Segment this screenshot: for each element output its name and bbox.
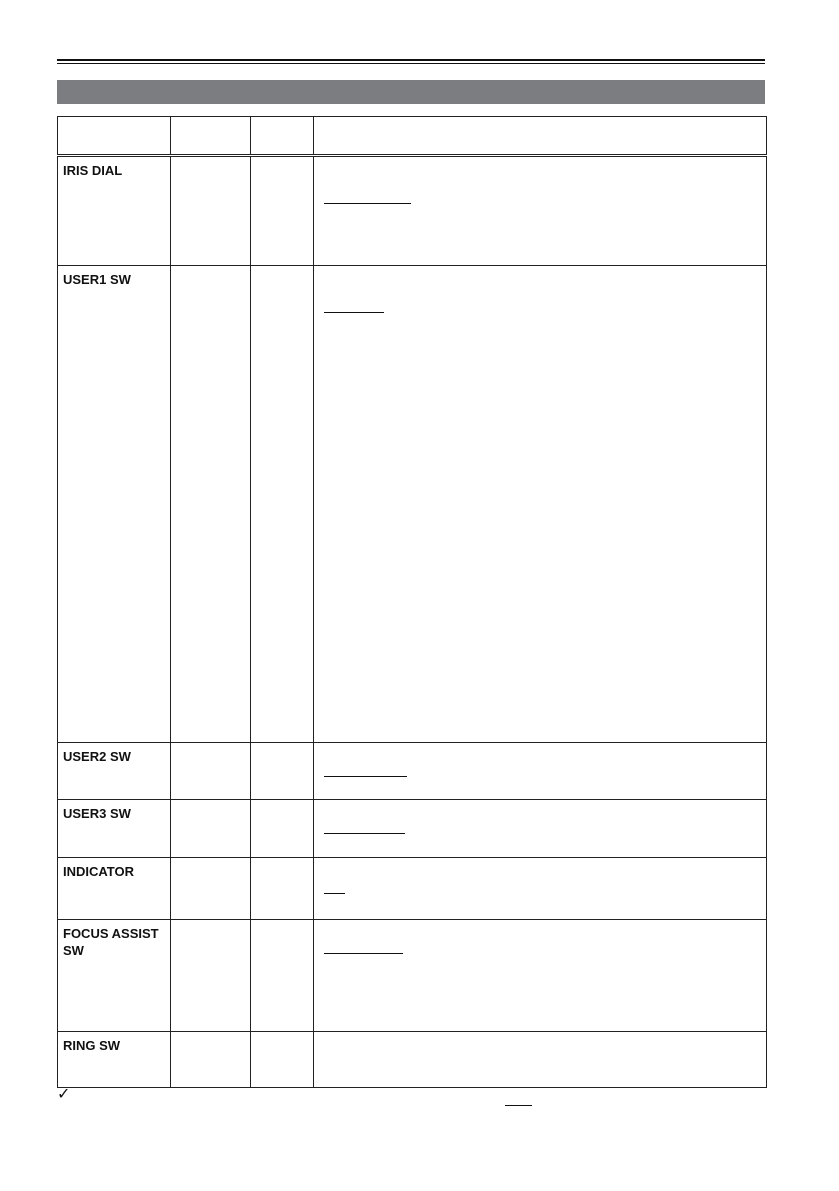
table-row bbox=[58, 800, 767, 858]
item-iris-dial: IRIS DIAL bbox=[58, 156, 171, 266]
checkmark-icon: ✓ bbox=[57, 1086, 71, 1103]
underline-mark bbox=[324, 312, 384, 313]
header-col-2 bbox=[171, 117, 251, 156]
table-header-row bbox=[58, 117, 767, 156]
description-cell bbox=[314, 743, 767, 800]
table-row bbox=[58, 743, 767, 800]
item-user2-sw: USER2 SW bbox=[58, 743, 171, 800]
description-cell bbox=[314, 858, 767, 920]
header-col-3 bbox=[251, 117, 314, 156]
underline-mark bbox=[324, 953, 403, 954]
description-cell bbox=[314, 156, 767, 266]
header-item bbox=[58, 117, 171, 156]
item-user1-sw: USER1 SW bbox=[58, 266, 171, 743]
header-description bbox=[314, 117, 767, 156]
table-row bbox=[58, 920, 767, 1032]
top-rule-thin bbox=[57, 63, 765, 64]
table-row bbox=[58, 858, 767, 920]
table-row bbox=[58, 266, 767, 743]
underline-mark bbox=[324, 893, 345, 894]
description-cell bbox=[314, 1032, 767, 1088]
underline-mark bbox=[505, 1105, 532, 1106]
description-cell bbox=[314, 800, 767, 858]
top-rule bbox=[57, 59, 765, 61]
underline-mark bbox=[324, 203, 411, 204]
description-cell bbox=[314, 920, 767, 1032]
underline-mark bbox=[324, 833, 405, 834]
section-header-bar bbox=[57, 80, 765, 104]
settings-table bbox=[57, 116, 767, 1088]
underline-mark bbox=[324, 776, 407, 777]
table-row bbox=[58, 156, 767, 266]
item-focus-assist-sw: FOCUS ASSIST SW bbox=[58, 920, 171, 1032]
description-cell bbox=[314, 266, 767, 743]
table-row bbox=[58, 1032, 767, 1088]
item-ring-sw: RING SW bbox=[58, 1032, 171, 1088]
item-indicator: INDICATOR bbox=[58, 858, 171, 920]
item-user3-sw: USER3 SW bbox=[58, 800, 171, 858]
